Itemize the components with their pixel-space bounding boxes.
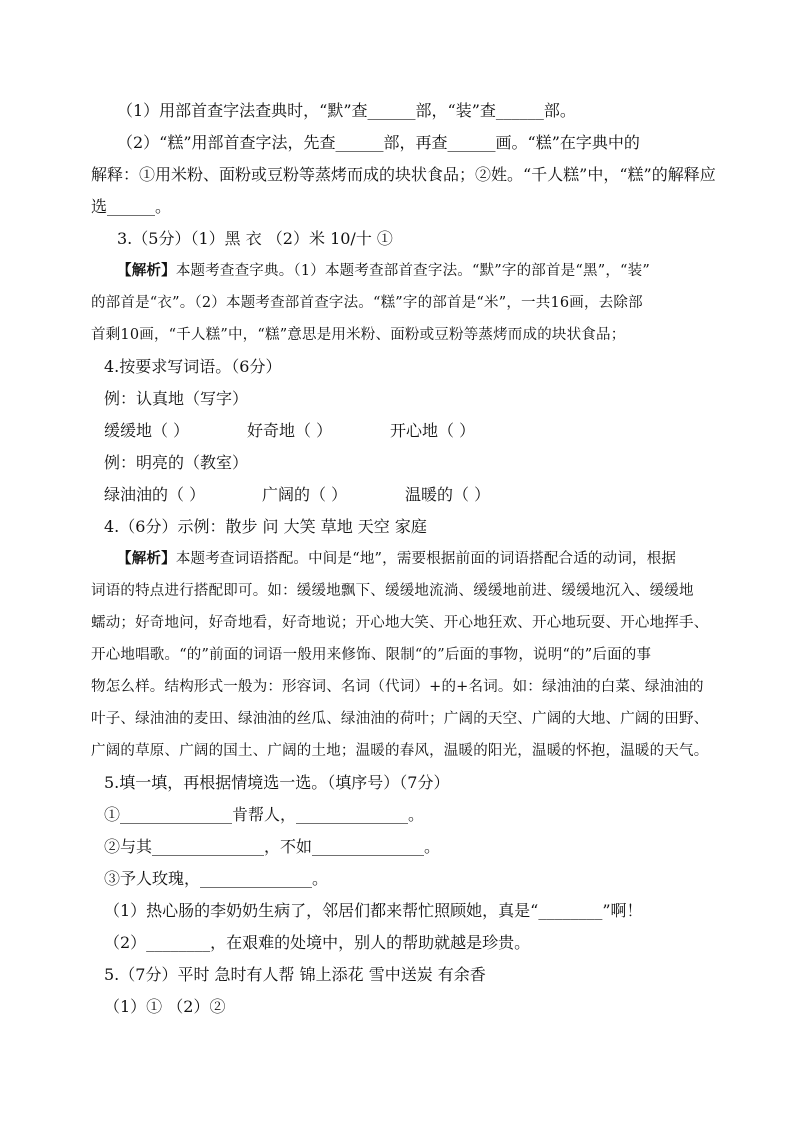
question-5-scenario-2: （2）________，在艰难的处境中，别人的帮助就越是珍贵。 bbox=[104, 933, 531, 952]
analysis-4-line-3: 蠕动；好奇地问，好奇地看，好奇地说；开心地大笑、开心地狂欢、开心地玩耍、开心地挥手、 bbox=[91, 615, 709, 631]
blank-item: 开心地（ ） bbox=[390, 421, 476, 440]
question-2-part-2: （2）“糕”用部首查字法，先查______部，再查______画。“糕”在字典中的 bbox=[117, 133, 640, 152]
question-5-scenario-1: （1）热心肠的李奶奶生病了，邻居们都来帮忙照顾她，真是“________”啊！ bbox=[104, 901, 643, 920]
question-2-part-2-cont: 解释：①用米粉、面粉或豆粉等蒸烤而成的块状食品；②姓。“千人糕”中，“糕”的解释应 bbox=[91, 165, 716, 184]
question-2-part-1: （1）用部首查字法查典时，“默”查______部，“装”查______部。 bbox=[117, 101, 576, 120]
analysis-3-line-2: 的部首是“衣”。（2）本题考查部首查字法。“糕”字的部首是“米”，一共16画，去除部 bbox=[91, 295, 643, 311]
question-5-item-2: ②与其______________，不如______________。 bbox=[104, 837, 441, 856]
answer-5: 5.（7分）平时 急时有人帮 锦上添花 雪中送炭 有余香 bbox=[104, 965, 486, 984]
analysis-4-line-1: 【解析】本题考查词语搭配。中间是“地”，需要根据前面的词语搭配合适的动词，根据 bbox=[117, 550, 677, 567]
question-2-part-2-end: 选______。 bbox=[91, 197, 172, 216]
blank-item: 缓缓地（ ） bbox=[104, 421, 190, 440]
analysis-label: 【解析】 bbox=[117, 262, 176, 279]
question-5-item-3: ③予人玫瑰，______________。 bbox=[104, 869, 329, 888]
question-4-title: 4.按要求写词语。（6分） bbox=[104, 357, 282, 376]
analysis-4-line-5: 物怎么样。结构形式一般为：形容词、名词（代词）+的+名词。如：绿油油的白菜、绿油油的 bbox=[91, 679, 704, 695]
analysis-label: 【解析】 bbox=[117, 550, 176, 567]
question-4-row-2 bbox=[104, 485, 490, 505]
question-4-example-1: 例：认真地（写字） bbox=[104, 389, 249, 408]
analysis-4-line-7: 广阔的草原、广阔的国土、广阔的土地；温暖的春风，温暖的阳光，温暖的怀抱，温暖的天气。 bbox=[91, 743, 709, 759]
question-4-example-2: 例：明亮的（教室） bbox=[104, 453, 249, 472]
answer-5-choices: （1）① （2）② bbox=[104, 997, 226, 1016]
analysis-4-line-4: 开心地唱歌。“的”前面的词语一般用来修饰、限制“的”后面的事物，说明“的”后面的事 bbox=[91, 647, 652, 663]
analysis-4-line-6: 叶子、绿油油的麦田、绿油油的丝瓜、绿油油的荷叶；广阔的天空、广阔的大地、广阔的田野、 bbox=[91, 711, 709, 727]
answer-4: 4.（6分）示例：散步 问 大笑 草地 天空 家庭 bbox=[104, 517, 427, 536]
blank-item: 好奇地（ ） bbox=[247, 421, 333, 440]
analysis-3-line-1: 【解析】本题考查查字典。（1）本题考查部首查字法。“默”字的部首是“黑”，“装” bbox=[117, 262, 650, 279]
blank-item: 绿油油的（ ） bbox=[104, 485, 206, 504]
analysis-3-line-3: 首剩10画，“千人糕”中，“糕”意思是用米粉、面粉或豆粉等蒸烤而成的块状食品； bbox=[91, 327, 626, 343]
answer-3: 3.（5分）（1）黑 衣 （2）米 10/十 ① bbox=[117, 229, 393, 248]
question-5-item-1: ①______________肯帮人，______________。 bbox=[104, 805, 425, 824]
blank-item: 温暖的（ ） bbox=[405, 485, 491, 504]
analysis-4-line-2: 词语的特点进行搭配即可。如：缓缓地飘下、缓缓地流淌、缓缓地前进、缓缓地沉入、缓缓地 bbox=[91, 583, 694, 599]
question-5-title: 5.填一填，再根据情境选一选。（填序号）（7分） bbox=[104, 773, 450, 792]
blank-item: 广阔的（ ） bbox=[262, 485, 348, 504]
question-4-row-1 bbox=[104, 421, 475, 441]
